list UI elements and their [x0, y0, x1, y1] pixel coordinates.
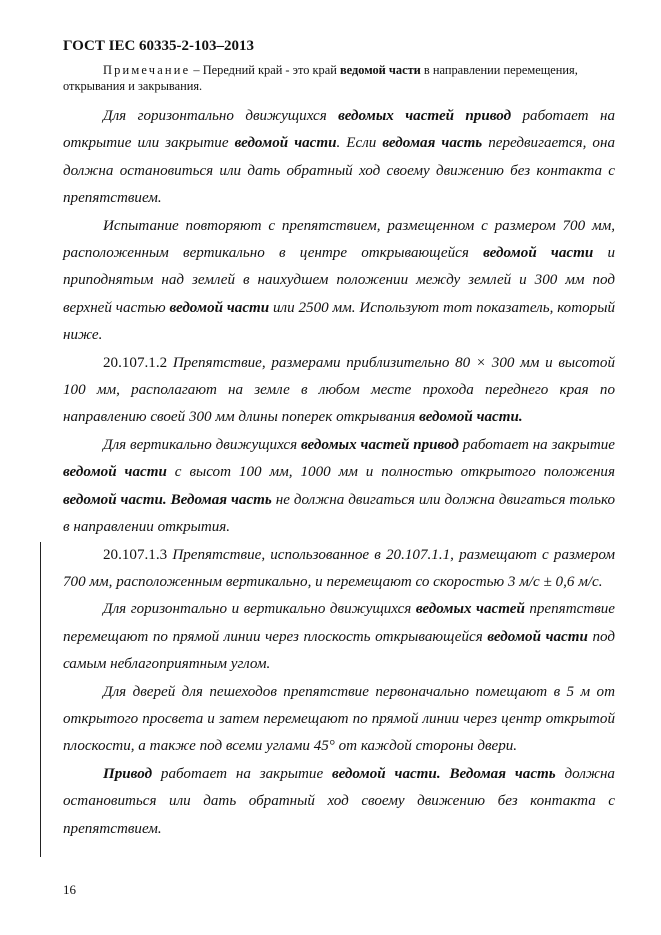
- note-label: Примечание: [103, 63, 191, 77]
- body-text: [63, 103, 615, 843]
- clause-number: 20.107.1.3: [103, 546, 173, 563]
- paragraph-8: Привод работает на закрытие ведомой части. Ведомая часть должна остановиться или дать обратный ход своему движению без контакта с препятствием.: [63, 765, 615, 837]
- clause-number: 20.107.1.2: [103, 354, 173, 371]
- paragraph-6: Для горизонтально и вертикально движущихся ведомых частей препятствие перемещают по прямой линии через плоскость открывающейся ведомой части под самым неблагоприятным углом.: [63, 601, 615, 673]
- paragraph-2: Испытание повторяют с препятствием, размещенном с размером 700 мм, расположенным вертикально в центре открывающейся ведомой части и приподнятым над землей в наихудшем положении между землей и 300 мм под верхней частью ведомой части или 2500 мм. Используют тот показатель, который ниже.: [63, 217, 615, 344]
- paragraph-7: Для дверей для пешеходов препятствие первоначально помещают в 5 м от открытого просвета и затем перемещают по прямой линии через центр открытой плоскости, а также под всеми углами 45° от каждой стороны двери.: [63, 683, 615, 755]
- paragraph-1: Для горизонтально движущихся ведомых частей привод работает на открытие или закрытие ведомой части. Если ведомая часть передвигается, она должна остановиться или дать обратный ход своему движению без контакта с препятствием.: [63, 108, 615, 207]
- document-header: ГОСТ IEC 60335-2-103–2013: [63, 38, 255, 54]
- paragraph-5: 20.107.1.3 Препятствие, использованное в 20.107.1.1, размещают с размером 700 мм, расположенным вертикально, и перемещают со скоростью 3 м/с ± 0,6 м/с.: [63, 546, 615, 590]
- paragraph-3: 20.107.1.2 Препятствие, размерами приблизительно 80 × 300 мм и высотой 100 мм, располагают на земле в любом месте прохода переднего края по направлению своей 300 мм длины поперек открывания ведомой части.: [63, 354, 615, 426]
- note: Примечание – Передний край - это край ведомой части в направлении перемещения, открывания и закрывания.: [63, 63, 578, 93]
- page-number: 16: [63, 882, 76, 897]
- paragraph-4: Для вертикально движущихся ведомых частей привод работает на закрытие ведомой части с высот 100 мм, 1000 мм и полностью открытого положения ведомой части. Ведомая часть не должна двигаться или должна двигаться только в направлении открытия.: [63, 436, 616, 536]
- change-bar: [40, 542, 41, 857]
